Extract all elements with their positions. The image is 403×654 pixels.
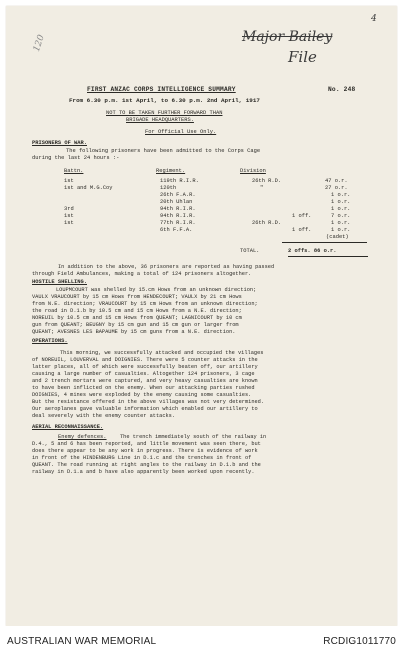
official-use-note: For Official Use Only. [145,129,217,135]
operations-heading: OPERATIONS. [32,338,68,344]
battalion-cell: 1st [64,178,74,184]
operations-line: This morning, we successfully attacked and occupied the villages [60,350,264,356]
count-cell: 1 o.r. [331,227,351,233]
total-underline [288,256,368,257]
shelling-line: LOUPMCOURT was shelled by 15.cm Hows from an unknown direction; [56,287,257,293]
division-cell: 26th R.D. [252,178,282,184]
operations-line: DOIGNIES, 4 mines were exploded by the enemy causing some casualties. [32,392,252,398]
restriction-line-2: BRIGADE HEADQUARTERS. [126,117,194,123]
aerial-heading: AERIAL RECONNAISSANCE. [32,424,104,430]
count-cell: 1 o.r. [331,220,351,226]
shelling-line: VAULX VRAUCOURT by 15 cm Hows from HENDECOURT; VAULX by 21 cm Hows [32,294,242,300]
table-row [64,220,384,227]
file-annotation: File [288,48,317,66]
archive-id: RCDIG1011770 [323,636,396,647]
prisoners-note-line-1: In addition to the above, 36 prisoners are reported as having passed [58,264,275,270]
count-cell: 1 o.r. [331,192,351,198]
regiment-cell: 94th R.I.R. [160,213,196,219]
battalion-cell: 1st and M.G.Coy [64,185,113,191]
count-cell: 1 o.r. [331,206,351,212]
total-divider [282,242,367,243]
table-row [64,185,384,192]
prisoners-heading: PRISONERS OF WAR. [32,140,87,146]
shelling-heading: HOSTILE SHELLING. [32,279,87,285]
division-cell: 26th R.D. [252,220,282,226]
pencil-folio-number: 120 [32,33,47,54]
operations-line: of NOREUIL, LOUVERVAL and DOIGNIES. There were 5 counter attacks in the [32,357,258,363]
operations-line: and 2 trench mortars were captured, and very heavy casualties are known [32,378,258,384]
column-header-division: Division [240,168,266,174]
prisoners-intro-line-1: The following prisoners have been admitted to the Corps Cage [66,148,261,154]
operations-line: Our aeroplanes gave valuable information which enabled our artillery to [32,406,258,412]
count-cell: 1 o.r. [331,199,351,205]
restriction-line-1: NOT TO BE TAKEN FURTHER FORWARD THAN [106,110,223,116]
total-value: 2 offs. 86 o.r. [288,248,337,254]
operations-line: But the resistance offered in the above villages was not very determined. [32,399,265,405]
count-cell: 27 o.r. [325,185,348,191]
column-header-regiment: Regiment. [156,168,186,174]
table-row [64,206,384,213]
operations-line: deal severely with the enemy counter attacks. [32,413,176,419]
division-cell: 1 off. [292,227,312,233]
aerial-line: QUEANT. The road running at right angles to the railway in D.1.b and the [32,462,261,468]
count-cell: 7 o.r. [331,213,351,219]
prisoners-intro-line-2: during the last 24 hours :- [32,155,120,161]
table-row [64,178,384,185]
shelling-line: from N.E. direction; VRAUCOURT by 15 cm Hows from an unknown direction; [32,301,258,307]
aerial-line: D.4., 5 and 6 has been reported, and little movement was seen there, but [32,441,261,447]
shelling-line: NOREUIL by 10.5 cm and 15 cm Hows from QUEANT; LAGNICOURT by 10 cm [32,315,242,321]
table-row [64,192,384,199]
summary-title: FIRST ANZAC CORPS INTELLIGENCE SUMMARY [87,86,236,93]
battalion-cell: 1st [64,213,74,219]
struck-through-annotation: Major Bailey [242,29,333,45]
regiment-cell: 119th R.I.R. [160,178,199,184]
shelling-line: gun from QUEANT; BEUGNY by 15 cm gun and 15 cm gun or larger from [32,322,239,328]
total-label: TOTAL. [240,248,260,254]
prisoners-note-line-2: through Field Ambulances, making a total of 124 prisoners altogether. [32,271,252,277]
operations-line: to have been inflicted on the enemy. When our attacking parties rushed [32,385,255,391]
aerial-subheading: Enemy defences. [58,434,107,440]
cadet-note: (cadet) [326,234,349,240]
table-row [64,199,384,206]
regiment-cell: 120th [160,185,177,191]
division-cell: " [260,185,264,191]
regiment-cell: 20th Uhlan [160,199,193,205]
battalion-cell: 3rd [64,206,74,212]
table-row [64,213,384,220]
shelling-line: the road in D.1.b by 10.5 cm and 15 cm Hows from a N.E. direction; [32,308,242,314]
count-cell: 47 o.r. [325,178,348,184]
regiment-cell: 6th F.F.A. [160,227,193,233]
page-number-annotation: 4 [371,14,377,24]
document-page [6,6,397,626]
reporting-period: From 6.30 p.m. 1st April, to 6.30 p.m. 2nd April, 1917 [69,97,260,104]
table-row [64,227,384,234]
operations-line: latter places, all of which were successfully beaten off, our artillery [32,364,258,370]
aerial-line: railway in D.1.a and b have also apparently been worked upon recently. [32,469,255,475]
regiment-cell: 26th F.A.R. [160,192,196,198]
shelling-line: QUEANT; AVESNES LES BAPAUME by 15 cm guns from a N.E. direction. [32,329,236,335]
battalion-cell: 1st [64,220,74,226]
aerial-line: The trench immediately south of the railway in [120,434,267,440]
column-header-battalion: Battn. [64,168,84,174]
division-cell: 1 off. [292,213,312,219]
regiment-cell: 77th R.I.R. [160,220,196,226]
operations-line: causing a large number of casualties. Altogether 124 prisoners, 3 cage [32,371,255,377]
archive-footer [0,626,403,654]
regiment-cell: 94th R.I.R. [160,206,196,212]
aerial-line: does there appear to be any work in progress. There is evidence of work [32,448,258,454]
summary-number: No. 248 [328,86,356,93]
archive-name: AUSTRALIAN WAR MEMORIAL [7,636,157,647]
aerial-line: in front of the HINDENBURG Line in D.1.c and the trenches in front of [32,455,252,461]
